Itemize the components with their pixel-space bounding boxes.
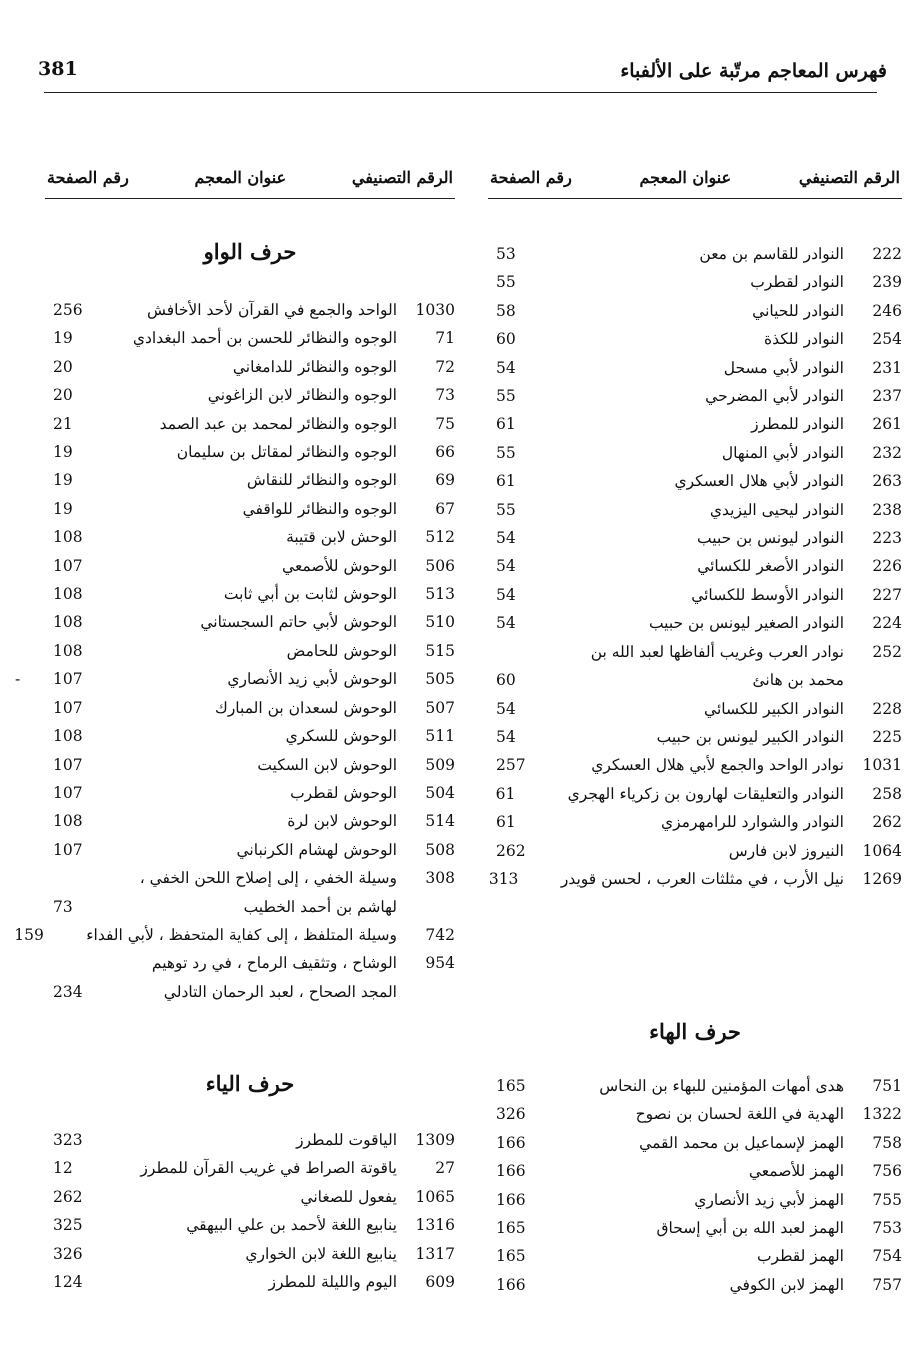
index-entry (488, 1157, 902, 1185)
entry-page: 323 (53, 1131, 83, 1149)
entry-page: 124 (53, 1273, 83, 1292)
entry-code: 223 (872, 529, 902, 548)
entry-page: 166 (496, 1162, 526, 1181)
entry-code: 258 (872, 784, 902, 803)
entry-code: 71 (435, 329, 455, 348)
index-entry (488, 751, 902, 779)
index-entry (488, 1214, 902, 1242)
index-entry (45, 1126, 455, 1154)
index-entry (45, 1268, 455, 1296)
entry-title: النوادر والتعليقات لهارون بن زكرياء الهجري (567, 784, 844, 803)
section-title-waw: حرف الواو (203, 239, 297, 264)
entry-code: 226 (872, 557, 902, 576)
entry-code: 504 (425, 783, 455, 802)
index-entry (45, 1154, 455, 1182)
entry-page: 166 (496, 1133, 526, 1152)
index-entry (488, 1100, 902, 1128)
entry-title: الوحوش لثابت بن أبي ثابت (223, 585, 397, 604)
entry-page: 108 (53, 528, 83, 547)
section-title-ha: حرف الهاء (649, 1019, 741, 1044)
section-title-ya: حرف الياء (205, 1071, 295, 1096)
entry-code: 506 (425, 556, 455, 575)
header-code: الرقم التصنيفي (798, 168, 900, 187)
entry-page: 19 (53, 471, 73, 490)
index-entry (45, 523, 455, 551)
entry-page: 108 (53, 641, 83, 660)
entry-page: 12 (53, 1159, 73, 1178)
entry-title: الوحوش للسكري (285, 727, 397, 746)
entry-title: الوحوش لابن السكيت (257, 755, 397, 774)
entry-page: 256 (53, 301, 83, 319)
entry-page: 55 (496, 443, 516, 462)
index-entry (45, 751, 455, 779)
entry-title: النوادر الكبير للكسائي (704, 699, 844, 718)
entry-code: 609 (425, 1273, 455, 1292)
entry-title: النوادر لأبي مسحل (723, 358, 844, 377)
entry-code: 507 (425, 698, 455, 717)
entry-code: 69 (435, 471, 455, 490)
entry-page: 54 (496, 727, 516, 746)
nun-entries (488, 240, 902, 893)
entry-page: 313 (488, 869, 519, 888)
entry-page: 326 (53, 1244, 83, 1263)
index-entry (488, 297, 902, 325)
index-entry (45, 807, 455, 835)
entry-title: الواحد والجمع في القرآن لأحد الأخافش (146, 301, 397, 319)
entry-page: 19 (53, 499, 73, 518)
entry-title: النوادر للمطرز (751, 415, 844, 434)
entry-code: 238 (872, 500, 902, 519)
entry-code: 1031 (862, 756, 902, 775)
entry-title: الوجوه والنظائر لمقاتل بن سليمان (176, 443, 397, 462)
entry-page: 54 (496, 529, 516, 548)
entry-page: 234 (53, 982, 83, 1001)
entry-title: النوادر لقطرب (750, 273, 844, 292)
entry-title: الهدية في اللغة لحسان بن نصوح (635, 1105, 844, 1124)
entry-page: 61 (496, 415, 516, 434)
entry-code: 1030 (415, 301, 455, 319)
left-column (14, 168, 455, 1292)
entry-title: وسيلة المتلفظ ، إلى كفاية المتحفظ ، لأبي الفداء (86, 925, 397, 944)
entry-page: 165 (496, 1219, 526, 1238)
index-entry (488, 410, 902, 438)
entry-page: 53 (496, 245, 516, 263)
entry-code: 72 (435, 357, 455, 376)
entry-page: 107 (53, 698, 83, 717)
entry-title: يفعول للصغاني (300, 1187, 397, 1206)
entry-title: الوحوش للحامض (286, 641, 397, 660)
entry-title: الهمز لعبد الله بن أبي إسحاق (656, 1219, 844, 1238)
running-head: فهرس المعاجم مرتّبة على الألفباء (620, 60, 887, 82)
entry-code: 751 (872, 1077, 902, 1095)
index-entry (488, 780, 902, 808)
index-entry (45, 410, 455, 438)
entry-title: الهمز لأبي زيد الأنصاري (694, 1190, 844, 1209)
index-entry (488, 325, 902, 353)
entry-title: الوحوش لقطرب (290, 783, 397, 802)
entry-page: 19 (53, 443, 73, 462)
entry-code: 742 (425, 925, 455, 944)
entry-page: 61 (496, 472, 516, 491)
index-entry (488, 268, 902, 296)
entry-page: 60 (496, 671, 516, 690)
index-entry (45, 864, 455, 921)
entry-page: 54 (496, 585, 516, 604)
entry-page: 262 (496, 841, 526, 860)
entry-title: النوادر الصغير ليونس بن حبيب (648, 614, 844, 633)
index-entry (45, 466, 455, 494)
index-entry (45, 381, 455, 409)
entry-title: الهمز للأصمعي (748, 1162, 844, 1181)
entry-code: 263 (872, 472, 902, 491)
page-number: 381 (38, 58, 78, 80)
entry-title: الوحوش للأصمعي (282, 556, 397, 575)
index-entry (488, 354, 902, 382)
index-entry (45, 324, 455, 352)
ya-entries (45, 1126, 455, 1296)
entry-title: الهمز لإسماعيل بن محمد القمي (639, 1133, 844, 1152)
header-page: رقم الصفحة (47, 168, 129, 187)
entry-title: النيروز لابن فارس (728, 841, 844, 860)
entry-title: الوحوش لأبي حاتم السجستاني (200, 613, 397, 632)
waw-section (45, 230, 455, 274)
entry-code: 753 (872, 1219, 902, 1238)
entry-title: هدى أمهات المؤمنين للبهاء بن النحاس (599, 1077, 844, 1095)
entry-title: النوادر للحياني (752, 301, 844, 320)
entry-page: 54 (496, 358, 516, 377)
index-entry (488, 723, 902, 751)
entry-page: 61 (495, 784, 516, 803)
entry-title: النوادر الأصغر للكسائي (697, 557, 844, 576)
entry-title: الوشاح ، وتثقيف الرماح ، في رد توهيم المجد الصحاح ، لعبد الرحمان التادلي (151, 954, 397, 1001)
index-entry (45, 608, 455, 636)
index-entry (45, 637, 455, 665)
index-entry (45, 722, 455, 750)
entry-code: 67 (435, 499, 455, 518)
index-entry (45, 580, 455, 608)
entry-title: النوادر الأوسط للكسائي (691, 585, 844, 604)
entry-title: الوجوه والنظائر للنقاش (246, 471, 397, 490)
index-entry (488, 382, 902, 410)
entry-page: 326 (496, 1105, 526, 1124)
header-title: عنوان المعجم (194, 168, 287, 187)
entry-code: 237 (872, 387, 902, 406)
entry-title: وسيلة الخفي ، إلى إصلاح اللحن الخفي ، لهاشم بن أحمد الخطيب (139, 869, 397, 916)
entry-page: 54 (496, 699, 516, 718)
entry-page: 19 (53, 329, 73, 348)
entry-code: 228 (872, 699, 902, 718)
column-header (488, 168, 902, 199)
entry-page: 107 (53, 783, 83, 802)
index-entry (45, 694, 455, 722)
entry-title: الوحوش لسعدان بن المبارك (215, 698, 397, 717)
index-entry (488, 695, 902, 723)
index-entry (14, 921, 455, 949)
entry-code: 227 (872, 585, 902, 604)
index-entry (488, 581, 902, 609)
entry-code: 1309 (415, 1131, 455, 1149)
entry-page: 107 (53, 556, 83, 575)
entry-code: 510 (425, 613, 455, 632)
entry-title: الوحوش لهشام الكرنباني (236, 840, 397, 859)
index-entry (488, 1072, 902, 1100)
entry-code: 755 (872, 1190, 902, 1209)
header-page: رقم الصفحة (490, 168, 572, 187)
entry-code: 73 (435, 386, 455, 405)
index-entry (45, 296, 455, 324)
entry-title: النوادر لأبي المضرحي (705, 387, 844, 406)
index-entry (488, 439, 902, 467)
entry-page: 54 (496, 557, 516, 576)
entry-code: 232 (872, 443, 902, 462)
entry-page: 107 (53, 840, 83, 859)
entry-title: ينابيع اللغة لابن الخواري (245, 1244, 397, 1263)
entry-title: الوحوش لأبي زيد الأنصاري (227, 670, 397, 689)
index-entry (45, 1211, 455, 1239)
index-entry (45, 353, 455, 381)
entry-code: 1065 (415, 1187, 455, 1206)
entry-code: 254 (872, 330, 902, 349)
entry-code: 514 (425, 812, 455, 831)
entry-title: الوجوه والنظائر للحسن بن أحمد البغدادي (132, 329, 397, 348)
entry-title: نوادر الواحد والجمع لأبي هلال العسكري (591, 756, 844, 775)
entry-code: 231 (872, 358, 902, 377)
entry-code: 224 (872, 614, 902, 633)
index-entry (45, 438, 455, 466)
index-entry (45, 1183, 455, 1211)
entry-page: 166 (496, 1275, 526, 1294)
entry-title: الوجوه والنظائر لمحمد بن عبد الصمد (159, 414, 397, 433)
index-entry (45, 779, 455, 807)
entry-page: 262 (53, 1187, 83, 1206)
index-entry (45, 836, 455, 864)
entry-page: 159 (14, 925, 44, 944)
entry-code: 512 (425, 528, 455, 547)
entry-title: الياقوت للمطرز (296, 1131, 397, 1149)
ha-entries (488, 1072, 902, 1299)
entry-title: نيل الأرب ، في مثلثات العرب ، لحسن قويدر (560, 869, 844, 888)
entry-code: 75 (435, 414, 455, 433)
entry-code: 27 (435, 1159, 455, 1178)
entry-code: 222 (872, 245, 902, 263)
entry-code: 262 (872, 813, 902, 832)
entry-page: 165 (496, 1247, 526, 1266)
header-title: عنوان المعجم (639, 168, 732, 187)
entry-code: 754 (872, 1247, 902, 1266)
entry-page: 20 (53, 357, 73, 376)
entry-code: 758 (872, 1133, 902, 1152)
entry-page: 54 (496, 614, 516, 633)
entry-code: 66 (435, 443, 455, 462)
index-entry (45, 552, 455, 580)
index-entry (45, 495, 455, 523)
index-entry (488, 496, 902, 524)
ha-section (488, 1010, 902, 1054)
entry-code: 756 (872, 1162, 902, 1181)
entry-title: الهمز لابن الكوفي (729, 1275, 844, 1294)
entry-code: 308 (425, 869, 455, 888)
entry-code: 515 (425, 641, 455, 660)
entry-code: 246 (872, 301, 902, 320)
waw-entries (14, 296, 455, 1006)
entry-code: 954 (425, 954, 455, 973)
entry-title: اليوم والليلة للمطرز (268, 1273, 397, 1292)
entry-code: 1322 (862, 1105, 902, 1124)
entry-title: الوحوش لابن لرة (287, 812, 397, 831)
index-entry (45, 949, 455, 1006)
index-entry (488, 1129, 902, 1157)
entry-page: 325 (53, 1216, 83, 1235)
entry-page: 257 (496, 756, 526, 775)
entry-page: 21 (53, 414, 73, 433)
entry-title: ينابيع اللغة لأحمد بن علي البيهقي (186, 1216, 397, 1235)
entry-title: الوجوه والنظائر للواقفي (242, 499, 397, 518)
entry-page: 166 (496, 1190, 526, 1209)
entry-page: 108 (53, 585, 83, 604)
entry-code: 239 (872, 273, 902, 292)
entry-page: 165 (496, 1077, 526, 1095)
entry-title: النوادر الكبير ليونس بن حبيب (656, 727, 844, 746)
entry-code: 252 (872, 642, 902, 661)
entry-code: 513 (425, 585, 455, 604)
index-entry (488, 467, 902, 495)
entry-title: الوجوه والنظائر لابن الزاغوني (207, 386, 397, 405)
index-entry (488, 837, 902, 865)
margin-mark: - (15, 670, 21, 689)
entry-page: 55 (496, 273, 516, 292)
index-entry (45, 1240, 455, 1268)
ya-section (45, 1062, 455, 1106)
index-entry (488, 1242, 902, 1270)
entry-title: النوادر لأبي المنهال (721, 443, 844, 462)
index-entry (488, 865, 902, 893)
entry-title: الهمز لقطرب (756, 1247, 844, 1266)
entry-code: 1316 (415, 1216, 455, 1235)
right-column (488, 168, 902, 1294)
entry-page: 108 (53, 613, 83, 632)
entry-title: ياقوتة الصراط في غريب القرآن للمطرز (140, 1159, 397, 1178)
entry-title: الوجوه والنظائر للدامغاني (232, 357, 397, 376)
entry-code: 261 (872, 415, 902, 434)
entry-page: 73 (53, 897, 73, 916)
column-header (45, 168, 455, 199)
entry-title: الوحش لابن قتيبة (286, 528, 397, 547)
entry-title: النوادر ليحيى اليزيدي (709, 500, 844, 519)
index-entry (488, 552, 902, 580)
entry-page: 55 (496, 500, 516, 519)
entry-title: نوادر العرب وغريب ألفاظها لعبد الله بن محمد بن هانئ (590, 642, 844, 690)
index-entry (488, 808, 902, 836)
entry-code: 505 (425, 670, 455, 689)
index-entry (488, 1271, 902, 1299)
entry-page: 108 (53, 727, 83, 746)
entry-page: 55 (496, 387, 516, 406)
entry-title: النوادر والشوارد للرامهرمزي (660, 813, 844, 832)
entry-page: 20 (53, 386, 73, 405)
index-entry (488, 240, 902, 268)
entry-title: النوادر للكذة (763, 330, 844, 349)
index-entry (488, 524, 902, 552)
index-entry (15, 665, 455, 693)
entry-page: 108 (53, 812, 83, 831)
index-entry (488, 609, 902, 637)
entry-code: 1269 (862, 869, 902, 888)
index-entry (488, 1186, 902, 1214)
entry-code: 757 (872, 1275, 902, 1294)
entry-page: 58 (496, 301, 516, 320)
entry-page: 107 (53, 670, 83, 689)
entry-code: 509 (425, 755, 455, 774)
header-code: الرقم التصنيفي (351, 168, 453, 187)
entry-title: النوادر ليونس بن حبيب (697, 529, 844, 548)
header-rule (44, 92, 877, 93)
entry-title: النوادر لأبي هلال العسكري (674, 472, 844, 491)
entry-code: 508 (425, 840, 455, 859)
entry-code: 225 (872, 727, 902, 746)
index-entry (488, 638, 902, 695)
entry-page: 107 (53, 755, 83, 774)
entry-page: 61 (496, 813, 516, 832)
entry-code: 1064 (862, 841, 902, 860)
entry-page: 60 (496, 330, 516, 349)
entry-code: 1317 (415, 1244, 455, 1263)
entry-code: 511 (425, 727, 455, 746)
entry-title: النوادر للقاسم بن معن (699, 245, 844, 263)
